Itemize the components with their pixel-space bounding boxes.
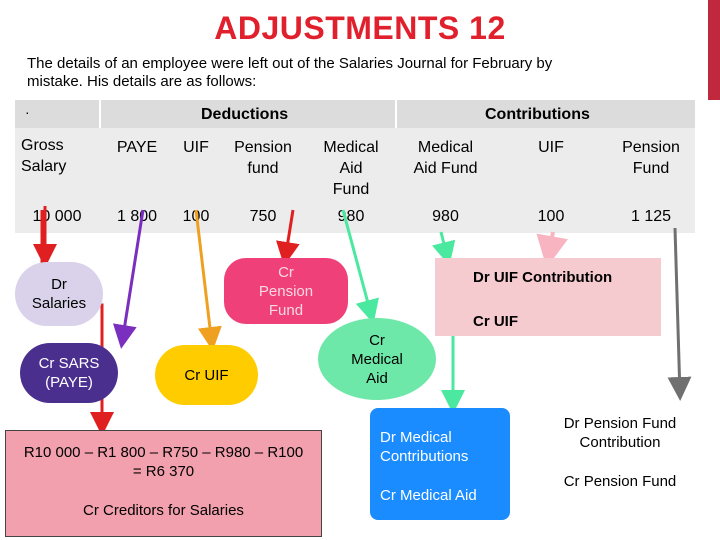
column-header-medical-aid-fund: Medical Aid Fund xyxy=(323,139,379,198)
value-gross-salary: 10 000 xyxy=(32,208,82,225)
column-header-paye: PAYE xyxy=(116,139,158,156)
column-header-uif-contribution: UIF xyxy=(538,139,564,156)
medical-contributions-box xyxy=(370,408,510,520)
value-uif: 100 xyxy=(182,208,210,225)
arrow-paye-to-sars xyxy=(122,210,143,343)
arrow-pension-contribution xyxy=(675,228,680,395)
cr-medical-aid-box: Cr Medical Aid xyxy=(318,318,436,400)
dr-pension-contribution-label: Dr Pension Fund Contribution xyxy=(563,415,677,451)
arrow-medical-contribution xyxy=(441,232,448,260)
arrow-uif-to-cr-uif xyxy=(196,210,212,345)
uif-contribution-box xyxy=(435,258,661,336)
value-medical-aid-contribution: 980 xyxy=(432,208,459,225)
dr-salaries-box: Dr Salaries xyxy=(15,262,103,326)
pension-contribution-circle xyxy=(540,394,700,506)
net-salary-result: = R6 370 xyxy=(132,463,195,480)
column-header-pension-fund: Pension fund xyxy=(234,139,292,177)
header-bullet: · xyxy=(25,104,30,120)
intro-line-2: mistake. His details are as follows: xyxy=(27,73,257,90)
column-header-pension-contribution: Pension Fund xyxy=(622,139,680,177)
cr-pension-fund-box: Cr Pension Fund xyxy=(224,258,348,324)
cr-sars-paye-box: Cr SARS (PAYE) xyxy=(20,343,118,403)
column-header-medical-aid-contribution: Medical Aid Fund xyxy=(413,139,478,177)
cr-pension-fund-label: Cr Pension Fund xyxy=(563,473,677,490)
column-header-uif: UIF xyxy=(183,139,209,156)
value-pension-contribution: 1 125 xyxy=(630,208,672,225)
cr-creditors-label: Cr Creditors for Salaries xyxy=(83,502,244,519)
intro-line-1: The details of an employee were left out of the Salaries Journal for February by xyxy=(27,55,553,72)
value-medical-aid-fund: 980 xyxy=(337,208,365,225)
dr-uif-contribution-label: Dr UIF Contribution xyxy=(473,269,613,286)
cr-medical-aid-label: Cr Medical Aid xyxy=(380,487,477,504)
value-pension-fund: 750 xyxy=(249,208,277,225)
value-uif-contribution: 100 xyxy=(537,208,565,225)
arrow-pension-to-cr-pension xyxy=(285,210,293,260)
cr-uif-label: Cr UIF xyxy=(473,313,518,330)
creditors-calculation-box xyxy=(5,430,322,537)
dr-medical-contributions-label: Dr Medical Contributions xyxy=(380,429,469,465)
page-title: ADJUSTMENTS 12 xyxy=(214,10,506,46)
contributions-header: Contributions xyxy=(485,106,590,123)
cr-uif-box: Cr UIF xyxy=(155,345,258,405)
column-header-gross-salary: Gross Salary xyxy=(21,137,67,175)
value-paye: 1 800 xyxy=(116,208,158,225)
net-salary-calculation: R10 000 – R1 800 – R750 – R980 – R100 xyxy=(23,444,304,461)
deductions-header: Deductions xyxy=(201,106,289,123)
arrow-uif-contribution xyxy=(548,232,553,260)
